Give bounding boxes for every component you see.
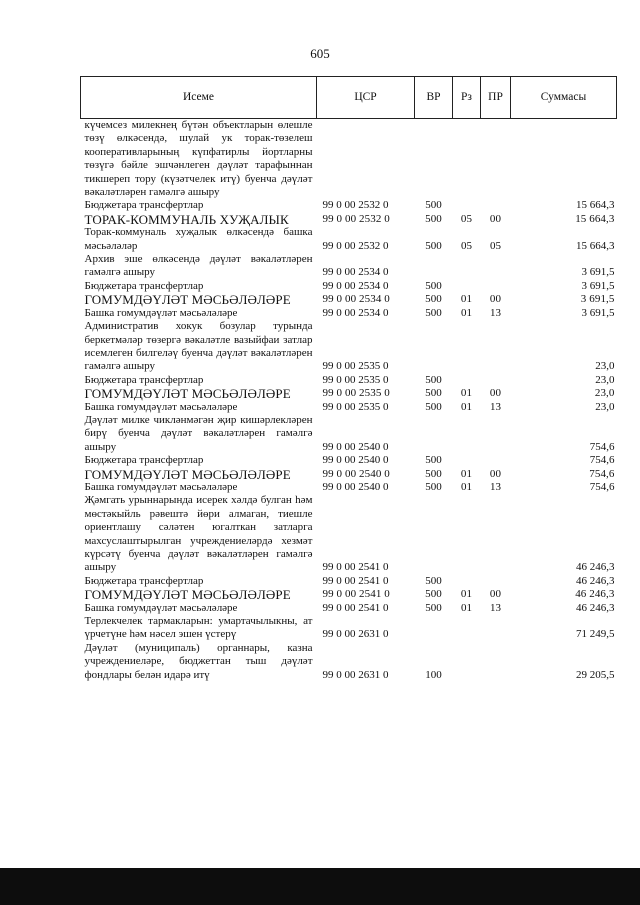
cell-rz: 01 [461, 400, 472, 413]
cell-pr: 00 [489, 588, 502, 601]
table-row [81, 588, 617, 601]
cell-pr [481, 414, 511, 454]
table-row [81, 293, 617, 306]
cell-name: Җәмгать урыннарында исерек хәлдә булган һәм мөстәкыйль рәвештә йөри алмаган, тиешле ориентлашу сәләтен югалткан затларга махсуслаштырылган учреждениеләрдә хезмәт күрсәтү буенча дәүләт вәкаләтләрен гамәлгә ашыру [84, 494, 313, 574]
cell-pr [481, 119, 511, 200]
cell-sum: 15 664,3 [575, 212, 615, 225]
scan-bottom-edge [0, 868, 640, 905]
cell-sum: 754,6 [589, 480, 615, 493]
table-row [81, 575, 617, 588]
cell-vr: 500 [425, 480, 442, 493]
header-rz: Рз [453, 77, 481, 119]
cell-sum: 23,0 [595, 373, 615, 386]
cell-pr [481, 642, 511, 682]
cell-sum: 46 246,3 [575, 588, 615, 601]
cell-sum: 754,6 [589, 467, 615, 480]
cell-pr [481, 494, 511, 574]
cell-name: Дәүләт милке чикләнмәгән җир кишәрлекләрен бирү буенча дәүләт вәкаләтләрен гамәлгә ашыру [84, 413, 313, 453]
header-pr: ПР [481, 77, 511, 119]
cell-sum: 29 205,5 [576, 668, 615, 681]
cell-vr [415, 494, 453, 574]
cell-name: күчемсез милекнең бүтән объектларын өлешле төзү өлкәсендә, шулай ук торак-төзелеш кооперативларының күпфатирлы йортларны төзүгә бәйле эшчәнлеген дәүләт тарафыннан тикшереп тору (күзәтчелек итү) буенча дәүләт вәкаләтләрен гамәлгә ашыру [84, 119, 313, 199]
cell-rz [453, 374, 481, 387]
cell-rz: 05 [460, 212, 473, 225]
cell-csr: 99 0 00 2540 0 [322, 480, 389, 493]
cell-vr: 500 [425, 306, 442, 319]
cell-name: Дәүләт (муниципаль) органнары, казна учреждениеләре, бюджеттан тыш дәүләт фондлары белән идарә итү [84, 641, 313, 681]
cell-pr [481, 199, 511, 212]
cell-rz [453, 615, 481, 642]
cell-vr: 500 [425, 212, 442, 225]
cell-sum [511, 119, 617, 200]
cell-sum: 754,6 [589, 454, 615, 467]
cell-name: ТОРАК-КОММУНАЛЬ ХУҖАЛЫК [84, 211, 289, 227]
table-body [81, 119, 617, 683]
cell-name: Бюджетара трансфертлар [84, 373, 204, 386]
table-row [81, 307, 617, 320]
cell-name: Башка гомумдәүләт мәсьәләләре [84, 480, 238, 493]
cell-vr: 500 [425, 454, 442, 467]
cell-rz [453, 414, 481, 454]
cell-rz: 01 [461, 601, 472, 614]
cell-pr [481, 615, 511, 642]
header-name: Исеме [81, 77, 317, 119]
cell-pr [481, 374, 511, 387]
cell-sum: 23,0 [595, 360, 615, 373]
table-row [81, 280, 617, 293]
cell-pr [481, 454, 511, 467]
cell-rz: 05 [461, 239, 472, 252]
cell-rz [453, 119, 481, 200]
cell-csr: 99 0 00 2535 0 [322, 387, 390, 400]
cell-name: Бюджетара трансфертлар [84, 279, 204, 292]
cell-name: Бюджетара трансфертлар [84, 454, 204, 467]
cell-rz: 01 [460, 387, 473, 400]
cell-vr [415, 253, 453, 280]
cell-csr: 99 0 00 2541 0 [322, 588, 390, 601]
cell-rz [453, 320, 481, 374]
cell-pr: 13 [490, 306, 501, 319]
table-header [81, 77, 617, 119]
cell-sum: 3 691,5 [581, 306, 615, 319]
cell-csr: 99 0 00 2541 0 [322, 561, 389, 574]
table-row [81, 494, 617, 574]
cell-rz [453, 454, 481, 467]
table-row [81, 481, 617, 494]
cell-sum: 23,0 [594, 387, 615, 400]
cell-name: ГОМУМДӘҮЛӘТ МӘСЬӘЛӘЛӘРЕ [84, 466, 291, 482]
cell-rz [453, 253, 481, 280]
cell-vr [415, 320, 453, 374]
cell-csr: 99 0 00 2535 0 [322, 400, 389, 413]
cell-rz: 01 [460, 293, 473, 306]
cell-name: ГОМУМДӘҮЛӘТ МӘСЬӘЛӘЛӘРЕ [84, 292, 291, 308]
cell-vr: 500 [425, 601, 442, 614]
cell-pr [481, 320, 511, 374]
cell-name: Административ хокук бозулар турында беркетмәләр төзергә вәкаләтле вазыйфаи затлар исемлеген билгеләү буенча дәүләт вәкаләтләрен гамәлгә ашыру [84, 320, 313, 373]
cell-sum: 46 246,3 [576, 574, 615, 587]
table-row [81, 401, 617, 414]
header-vr: ВР [415, 77, 453, 119]
cell-vr: 500 [425, 199, 442, 212]
cell-sum: 3 691,5 [581, 266, 615, 279]
cell-csr: 99 0 00 2534 0 [322, 279, 389, 292]
cell-pr: 05 [490, 239, 501, 252]
cell-name: Башка гомумдәүләт мәсьәләләре [84, 601, 238, 614]
cell-vr [415, 615, 453, 642]
header-sum: Суммасы [511, 77, 617, 119]
cell-csr: 99 0 00 2535 0 [322, 373, 389, 386]
cell-csr: 99 0 00 2534 0 [322, 266, 389, 279]
cell-csr: 99 0 00 2534 0 [322, 293, 390, 306]
page-number: 605 [310, 46, 330, 61]
cell-pr [481, 280, 511, 293]
table-row [81, 468, 617, 481]
cell-vr: 500 [425, 293, 442, 306]
table-row [81, 253, 617, 280]
cell-csr: 99 0 00 2631 0 [322, 668, 389, 681]
cell-pr: 00 [489, 212, 502, 225]
cell-pr: 13 [490, 400, 501, 413]
table-row [81, 414, 617, 454]
cell-vr: 500 [425, 239, 442, 252]
cell-vr [415, 119, 453, 200]
cell-sum: 15 664,3 [576, 239, 615, 252]
cell-vr: 500 [425, 400, 442, 413]
cell-csr: 99 0 00 2631 0 [322, 628, 389, 641]
cell-rz [453, 575, 481, 588]
cell-rz: 01 [461, 480, 472, 493]
cell-csr: 99 0 00 2535 0 [322, 360, 389, 373]
cell-csr: 99 0 00 2540 0 [322, 440, 389, 453]
cell-name: ГОМУМДӘҮЛӘТ МӘСЬӘЛӘЛӘРЕ [84, 587, 291, 603]
cell-name: Архив эше өлкәсендә дәүләт вәкаләтләрен гамәлгә ашыру [84, 253, 313, 279]
cell-csr: 99 0 00 2541 0 [322, 601, 389, 614]
table-row [81, 615, 617, 642]
cell-name: Башка гомумдәүләт мәсьәләләре [84, 400, 238, 413]
cell-vr: 500 [425, 574, 442, 587]
cell-pr [481, 575, 511, 588]
cell-pr: 13 [490, 601, 501, 614]
table-row [81, 642, 617, 682]
cell-rz: 01 [461, 306, 472, 319]
cell-name: Терлекчелек тармакларын: умартачылыкны, ат үрчетүне һәм нәсел эшен үстерү [84, 615, 313, 641]
cell-sum: 46 246,3 [576, 601, 615, 614]
cell-csr: 99 0 00 2532 0 [322, 212, 390, 225]
cell-name: Торак-коммуналь хуҗалык өлкәсендә башка мәсьәләләр [84, 226, 313, 252]
cell-rz [453, 494, 481, 574]
cell-name: Бюджетара трансфертлар [84, 574, 204, 587]
cell-pr: 00 [489, 467, 502, 480]
table-row [81, 454, 617, 467]
cell-name: Башка гомумдәүләт мәсьәләләре [84, 306, 238, 319]
cell-rz [453, 280, 481, 293]
table-row [81, 602, 617, 615]
table-row [81, 119, 617, 200]
cell-csr: 99 0 00 2532 0 [322, 239, 389, 252]
cell-vr: 500 [425, 279, 442, 292]
cell-pr: 00 [489, 293, 502, 306]
cell-csr: 99 0 00 2532 0 [322, 199, 389, 212]
cell-rz: 01 [460, 588, 473, 601]
cell-sum: 15 664,3 [576, 199, 615, 212]
cell-pr [481, 253, 511, 280]
table-row [81, 226, 617, 253]
cell-sum: 3 691,5 [580, 293, 615, 306]
table-row [81, 374, 617, 387]
cell-vr: 500 [425, 373, 442, 386]
table-row [81, 213, 617, 226]
cell-csr: 99 0 00 2541 0 [322, 574, 389, 587]
cell-vr: 100 [425, 668, 442, 681]
table-row [81, 320, 617, 374]
cell-pr: 00 [489, 387, 502, 400]
cell-sum: 23,0 [595, 400, 615, 413]
cell-sum: 46 246,3 [576, 561, 615, 574]
cell-sum: 3 691,5 [581, 279, 615, 292]
cell-vr: 500 [425, 588, 442, 601]
cell-vr: 500 [425, 467, 442, 480]
table-row [81, 387, 617, 400]
cell-csr: 99 0 00 2540 0 [322, 467, 390, 480]
cell-csr: 99 0 00 2534 0 [322, 306, 389, 319]
cell-pr: 13 [490, 480, 501, 493]
cell-sum: 754,6 [589, 440, 615, 453]
cell-rz [453, 642, 481, 682]
cell-name: Бюджетара трансфертлар [84, 199, 204, 212]
cell-csr [317, 119, 415, 200]
cell-vr: 500 [425, 387, 442, 400]
cell-csr: 99 0 00 2540 0 [322, 454, 389, 467]
cell-rz: 01 [460, 467, 473, 480]
cell-rz [453, 199, 481, 212]
budget-table [80, 76, 617, 682]
header-csr: ЦСР [317, 77, 415, 119]
table-row [81, 199, 617, 212]
cell-vr [415, 414, 453, 454]
cell-name: ГОМУМДӘҮЛӘТ МӘСЬӘЛӘЛӘРЕ [84, 386, 291, 402]
cell-sum: 71 249,5 [576, 628, 615, 641]
